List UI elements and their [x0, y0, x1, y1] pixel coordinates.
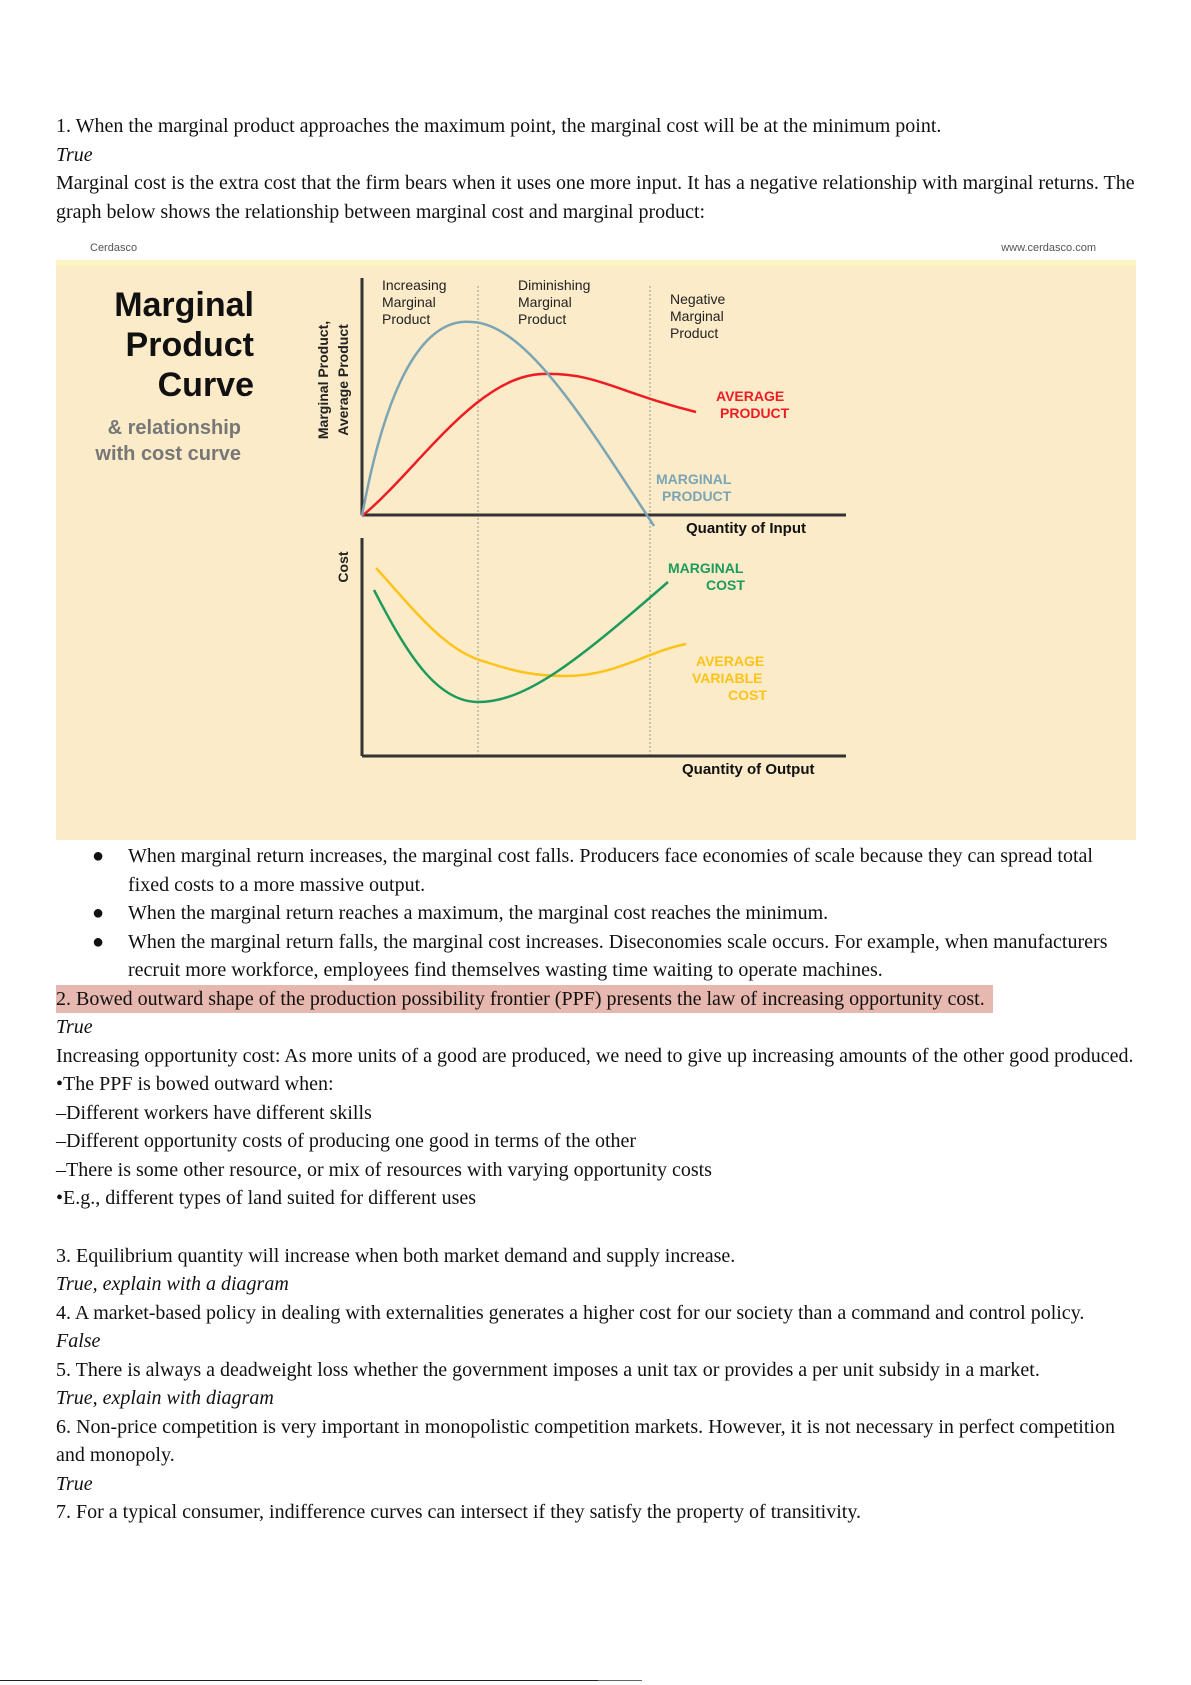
stage3-label-line1: Negative	[670, 291, 726, 307]
marginal-product-label-line2: PRODUCT	[662, 488, 732, 504]
q1-question: 1. When the marginal product approaches the maximum point, the marginal cost will be at the minimum point.	[56, 115, 942, 137]
q2-point-1: •The PPF is bowed outward when:	[56, 1073, 334, 1095]
average-product-label-line2: PRODUCT	[720, 405, 790, 421]
q2-explanation: Increasing opportunity cost: As more units of a good are produced, we need to give up increasing amounts of the other good produced.	[56, 1044, 1134, 1067]
stage3-label-line3: Product	[670, 325, 719, 341]
bullet-list	[56, 842, 1136, 985]
figure-top-band	[56, 260, 1136, 266]
y-axis-label-top-line1: Marginal Product,	[315, 320, 331, 440]
q2-point-3: –Different opportunity costs of producing one good in terms of the other	[56, 1130, 637, 1152]
figure-subtitle-line2: with cost curve	[95, 443, 241, 465]
figure-title-line3: Curve	[157, 366, 254, 404]
figure-source-right: www.cerdasco.com	[1001, 242, 1096, 254]
y-axis-label-top-line2: Average Product	[335, 324, 351, 436]
figure-title-line2: Product	[125, 326, 254, 364]
q5-question: 5. There is always a deadweight loss whether the government imposes a unit tax or provides a per unit subsidy in a market.	[56, 1358, 1040, 1381]
q3-question: 3. Equilibrium quantity will increase when both market demand and supply increase.	[56, 1244, 736, 1267]
list-item	[56, 928, 1136, 985]
stage1-label-line1: Increasing	[382, 277, 447, 293]
q2-question-row	[56, 985, 1136, 1014]
avc-label-line1: AVERAGE	[696, 653, 765, 669]
y-axis-label-bottom: Cost	[335, 551, 351, 583]
marginal-product-label-line1: MARGINAL	[656, 471, 732, 487]
figure-title-line1: Marginal	[114, 286, 254, 324]
q1-answer: True	[56, 143, 93, 166]
marginal-product-chart	[56, 232, 1136, 842]
q4-answer: False	[56, 1330, 101, 1352]
q2-point-2: –Different workers have different skills	[56, 1101, 372, 1124]
footer-divider-end	[598, 1680, 642, 1681]
q6-question: 6. Non-price competition is very important in monopolistic competition markets. However, it is not necessary in perfect competition and monopoly.	[56, 1415, 1115, 1466]
document-page	[56, 112, 1136, 1527]
q1-explanation: Marginal cost is the extra cost that the firm bears when it uses one more input. It has a negative relationship with marginal returns. The graph below shows the relationship between marginal cost and marginal product:	[56, 172, 1135, 223]
stage2-label-line1: Diminishing	[518, 277, 591, 293]
stage2-label-line3: Product	[518, 311, 567, 327]
list-item-text: When marginal return increases, the marginal cost falls. Producers face economies of scale because they can spread total fixed costs to a more massive output.	[128, 845, 1093, 896]
marginal-cost-label-line1: MARGINAL	[668, 560, 744, 576]
footer-divider	[0, 1680, 640, 1681]
marginal-product-figure	[56, 232, 1136, 842]
q2-question: 2. Bowed outward shape of the production possibility frontier (PPF) presents the law of increasing opportunity cost.	[56, 985, 993, 1014]
marginal-cost-label-line2: COST	[706, 577, 745, 593]
list-item-text: When the marginal return reaches a maximum, the marginal cost reaches the minimum.	[128, 902, 829, 924]
x-axis-label-top: Quantity of Input	[686, 520, 806, 537]
x-axis-label-bottom: Quantity of Output	[682, 761, 815, 778]
list-item	[56, 899, 1136, 928]
q7-question: 7. For a typical consumer, indifference curves can intersect if they satisfy the property of transitivity.	[56, 1501, 862, 1523]
figure-subtitle-line1: & relationship	[107, 417, 241, 439]
average-product-label-line1: AVERAGE	[716, 388, 785, 404]
stage3-label-line2: Marginal	[670, 308, 724, 324]
bullet-dot-icon: ●	[92, 902, 105, 924]
figure-source-left: Cerdasco	[90, 242, 138, 254]
q6-answer: True	[56, 1472, 93, 1495]
q3-answer: True, explain with a diagram	[56, 1273, 289, 1295]
q2-point-4: –There is some other resource, or mix of resources with varying opportunity costs	[56, 1158, 712, 1181]
avc-label-line3: COST	[728, 687, 767, 703]
stage1-label-line3: Product	[382, 311, 431, 327]
bullet-dot-icon: ●	[92, 930, 105, 953]
q2-point-5: •E.g., different types of land suited for different uses	[56, 1187, 477, 1209]
q2-answer: True	[56, 1016, 93, 1038]
stage2-label-line2: Marginal	[518, 294, 572, 310]
q5-answer: True, explain with diagram	[56, 1387, 274, 1409]
bullet-dot-icon: ●	[92, 845, 105, 867]
q4-question: 4. A market-based policy in dealing with externalities generates a higher cost for our society than a command and control policy.	[56, 1301, 1085, 1324]
list-item	[56, 842, 1136, 899]
list-item-text: When the marginal return falls, the marginal cost increases. Diseconomies scale occurs. For example, when manufacturers recruit more workforce, employees find themselves wasting time waiting to operate machines.	[128, 930, 1108, 981]
stage1-label-line2: Marginal	[382, 294, 436, 310]
avc-label-line2: VARIABLE	[692, 670, 763, 686]
spacer	[56, 1213, 1136, 1242]
